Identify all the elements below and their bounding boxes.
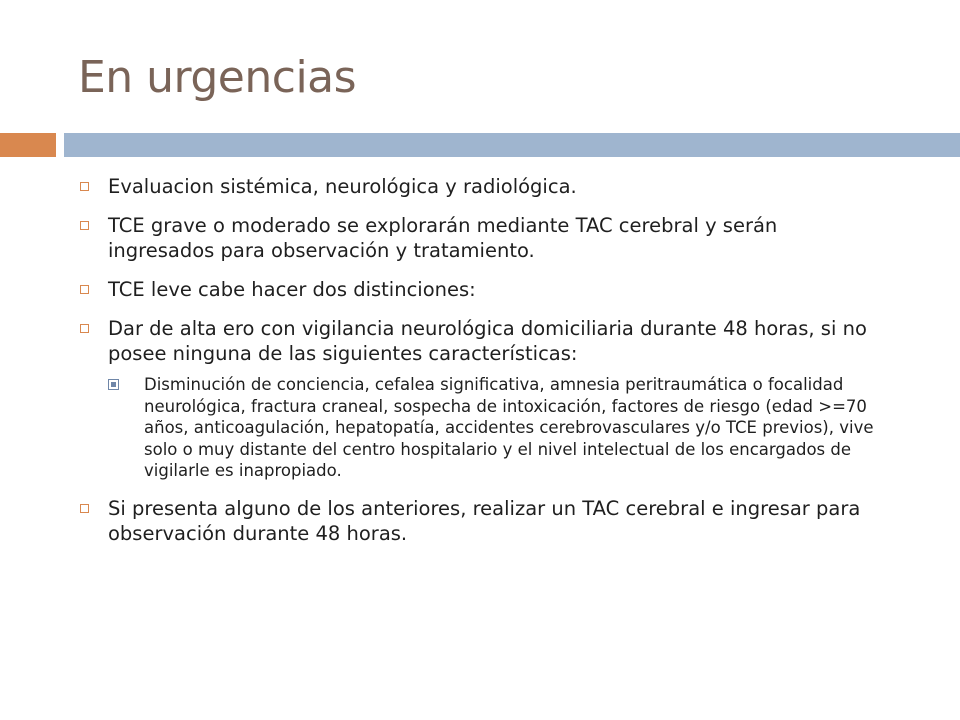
square-bullet-icon bbox=[80, 182, 89, 191]
bullet-text: TCE leve cabe hacer dos distinciones: bbox=[108, 278, 476, 301]
list-item bbox=[78, 174, 878, 199]
sub-bullet-text: Disminución de conciencia, cefalea significativa, amnesia peritraumática o focalidad neurológica, fractura craneal, sospecha de intoxicación, factores de riesgo (edad >=70 años, anticoagulación, hepatopatía, accidentes cerebrovasculares y/o TCE previos), vive solo o muy distante del centro hospitalario y el nivel intelectual de los encargados de vigilarle es inapropiado. bbox=[144, 375, 874, 480]
slide-title: En urgencias bbox=[78, 52, 357, 103]
accent-bar-blue bbox=[64, 133, 960, 157]
list-item bbox=[78, 316, 878, 366]
bullet-text: Dar de alta ero con vigilancia neurológica domiciliaria durante 48 horas, si no posee ninguna de las siguientes características: bbox=[108, 317, 867, 365]
list-item bbox=[78, 213, 878, 263]
square-bullet-icon bbox=[80, 324, 89, 333]
bullet-text: Si presenta alguno de los anteriores, realizar un TAC cerebral e ingresar para observación durante 48 horas. bbox=[108, 496, 861, 545]
square-bullet-icon bbox=[80, 285, 89, 294]
bullet-text: TCE grave o moderado se explorarán mediante TAC cerebral y serán ingresados para observación y tratamiento. bbox=[108, 214, 778, 262]
filled-square-bullet-icon bbox=[108, 379, 119, 390]
square-bullet-icon bbox=[80, 221, 89, 230]
square-bullet-icon bbox=[80, 504, 89, 513]
bullet-list bbox=[78, 174, 878, 560]
bullet-text: Evaluacion sistémica, neurológica y radiológica. bbox=[108, 175, 577, 198]
accent-bar-orange bbox=[0, 133, 56, 157]
list-item bbox=[78, 496, 878, 546]
sub-list-item bbox=[108, 374, 904, 482]
list-item bbox=[78, 277, 878, 302]
